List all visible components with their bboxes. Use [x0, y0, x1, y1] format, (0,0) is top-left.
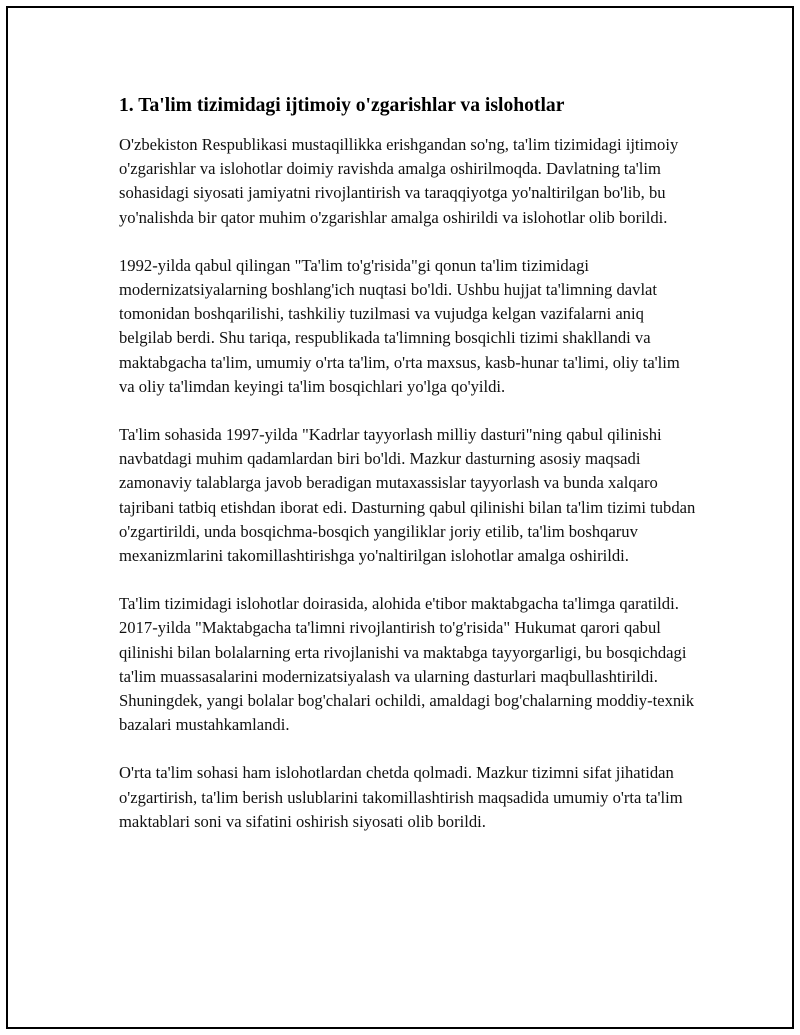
paragraph-5: O'rta ta'lim sohasi ham islohotlardan chetda qolmadi. Mazkur tizimni sifat jihatidan o'zgartirish, ta'lim berish uslublarini takomillashtirish maqsadida umumiy o'rta ta'lim maktablari soni va sifatini oshirish siyosati olib borildi.	[119, 763, 683, 831]
paragraph-3: Ta'lim sohasida 1997-yilda "Kadrlar tayyorlash milliy dasturi"ning qabul qilinishi navbatdagi muhim qadamlardan biri bo'ldi. Mazkur dasturning asosiy maqsadi zamonaviy talablarga javob beradigan mutaxassislar tayyorlash va bunda xalqaro tajribani tatbiq etishdan iborat edi. Dasturning qabul qilinishi bilan ta'lim tizimi tubdan o'zgartirildi, unda bosqichma-bosqich yangiliklar joriy etilib, ta'lim boshqaruv mexanizmlarini takomillashtirishga yo'naltirilgan islohotlar amalga oshirildi.	[119, 425, 696, 566]
paragraph-1: O'zbekiston Respublikasi mustaqillikka erishgandan so'ng, ta'lim tizimidagi ijtimoiy o'zgarishlar va islohotlar doimiy ravishda amalga oshirilmoqda. Davlatning ta'lim sohasidagi siyosati jamiyatni rivojlantirish va taraqqiyotga yo'naltirilgan bo'lib, bu yo'nalishda bir qator muhim o'zgarishlar amalga oshirildi va islohotlar olib borildi.	[119, 135, 679, 227]
section-heading: 1. Ta'lim tizimidagi ijtimoiy o'zgarishlar va islohotlar	[119, 95, 565, 116]
page-frame	[6, 6, 794, 1029]
paragraph-2: 1992-yilda qabul qilingan "Ta'lim to'g'risida"gi qonun ta'lim tizimidagi modernizatsiyalarning boshlang'ich nuqtasi bo'ldi. Ushbu hujjat ta'limning davlat tomonidan boshqarilishi, tashkiliy tuzilmasi va vujudga kelgan vazifalarni aniq belgilab berdi. Shu tariqa, respublikada ta'limning bosqichli tizimi shakllandi va maktabgacha ta'lim, umumiy o'rta ta'lim, o'rta maxsus, kasb-hunar ta'limi, oliy ta'lim va oliy ta'limdan keyingi ta'lim bosqichlari yo'lga qo'yildi.	[119, 255, 680, 396]
document-body	[119, 93, 699, 858]
paragraph-4: Ta'lim tizimidagi islohotlar doirasida, alohida e'tibor maktabgacha ta'limga qaratildi. 2017-yilda "Maktabgacha ta'limni rivojlantirish to'g'risida" Hukumat qarori qabul qilinishi bilan bolalarning erta rivojlanishi va maktabga tayyorgarligi, bu bosqichdagi ta'lim muassasalarini modernizatsiyalash va ularning dasturlari maqbullashtirildi. Shuningdek, yangi bolalar bog'chalari ochildi, amaldagi bog'chalarning moddiy-texnik bazalari mustahkamlandi.	[119, 594, 695, 735]
